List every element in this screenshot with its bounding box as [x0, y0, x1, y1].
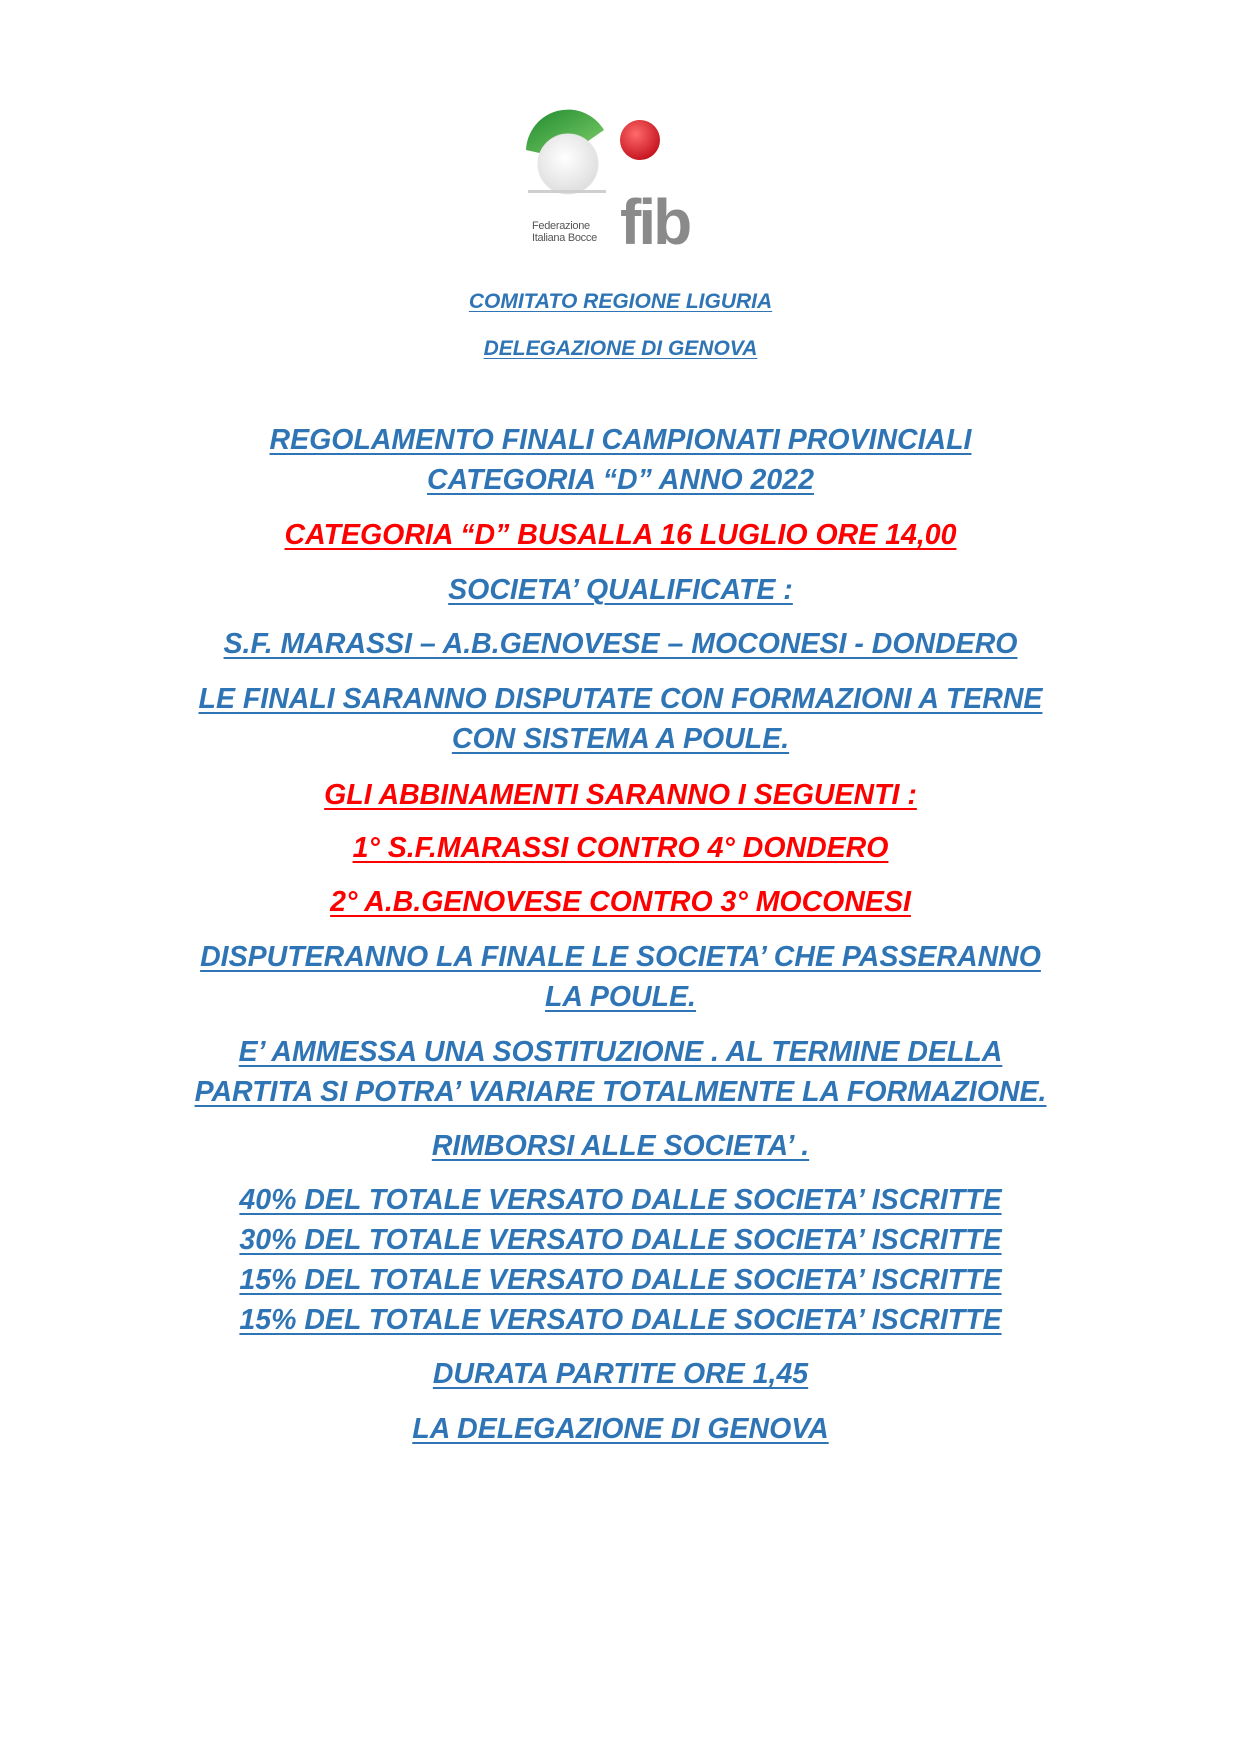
- title-line2: CATEGORIA “D” ANNO 2022: [427, 464, 814, 496]
- pairing-match2: 2° A.B.GENOVESE CONTRO 3° MOCONESI: [330, 886, 911, 918]
- final-rule-line2: LA POULE.: [545, 981, 696, 1013]
- duration-line: DURATA PARTITE ORE 1,45: [432, 1358, 809, 1390]
- refund-item: 15% DEL TOTALE VERSATO DALLE SOCIETA’ ISCRITTE: [239, 1264, 1002, 1296]
- substitution-line2: PARTITA SI POTRA’ VARIARE TOTALMENTE LA FORMAZIONE.: [194, 1076, 1047, 1108]
- final-rule-line1: DISPUTERANNO LA FINALE LE SOCIETA’ CHE PASSERANNO: [200, 941, 1041, 973]
- qualified-heading: SOCIETA’ QUALIFICATE :: [448, 574, 793, 606]
- refund-item: 40% DEL TOTALE VERSATO DALLE SOCIETA’ ISCRITTE: [239, 1184, 1002, 1216]
- logo-subtitle: [532, 220, 597, 244]
- fib-logo: [518, 108, 718, 258]
- qualified-teams: S.F. MARASSI – A.B.GENOVESE – MOCONESI - DONDERO: [223, 628, 1018, 660]
- committee-heading: COMITATO REGIONE LIGURIA: [468, 290, 773, 313]
- pairing-match1: 1° S.F.MARASSI CONTRO 4° DONDERO: [352, 832, 889, 864]
- pairings-heading: GLI ABBINAMENTI SARANNO I SEGUENTI :: [324, 779, 917, 811]
- event-line: CATEGORIA “D” BUSALLA 16 LUGLIO ORE 14,00: [284, 519, 957, 551]
- signature-line: LA DELEGAZIONE DI GENOVA: [412, 1413, 829, 1445]
- delegation-heading: DELEGAZIONE DI GENOVA: [483, 337, 758, 360]
- refund-item: 30% DEL TOTALE VERSATO DALLE SOCIETA’ ISCRITTE: [239, 1224, 1002, 1256]
- format-line2: CON SISTEMA A POULE.: [451, 723, 790, 755]
- title-line1: REGOLAMENTO FINALI CAMPIONATI PROVINCIALI: [269, 424, 972, 456]
- format-line1: LE FINALI SARANNO DISPUTATE CON FORMAZIONI A TERNE: [198, 683, 1043, 715]
- logo-brand: fib: [620, 186, 690, 258]
- refund-item: 15% DEL TOTALE VERSATO DALLE SOCIETA’ ISCRITTE: [239, 1304, 1002, 1336]
- refunds-heading: RIMBORSI ALLE SOCIETA’ .: [431, 1130, 810, 1162]
- logo-subtitle-line1: Federazione: [532, 220, 590, 232]
- substitution-line1: E’ AMMESSA UNA SOSTITUZIONE . AL TERMINE DELLA: [238, 1036, 1003, 1068]
- logo-subtitle-line2: Italiana Bocce: [532, 232, 597, 244]
